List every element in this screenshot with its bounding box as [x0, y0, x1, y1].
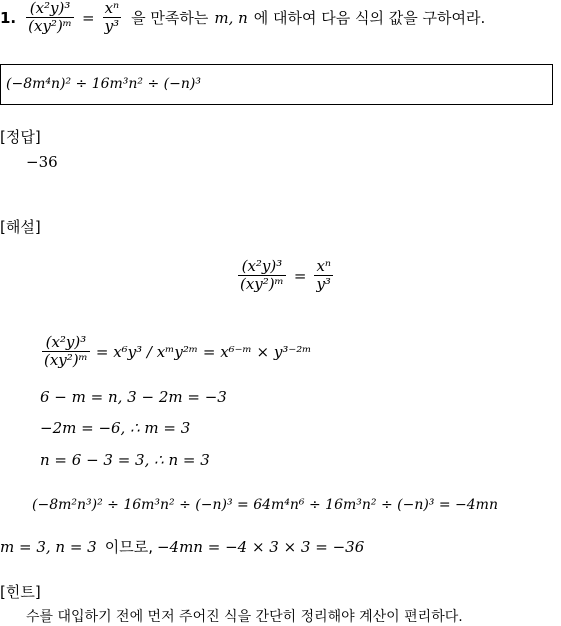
hint-text: 수를 대입하기 전에 먼저 주어진 식을 간단히 정리해야 계산이 편리하다. — [26, 609, 463, 625]
step1-numerator: (x²y)³ — [45, 333, 87, 351]
problem-fraction-denominator: (xy²)ᵐ — [28, 17, 72, 35]
problem-text-a: 을 만족하는 — [131, 9, 209, 27]
problem-vars: m, n — [214, 8, 248, 27]
solution-label: [해설] — [0, 218, 41, 236]
problem-number: 1. — [0, 8, 17, 27]
given-denominator: (xy²)ᵐ — [240, 275, 284, 293]
given-numerator: (x²y)³ — [241, 257, 283, 275]
step1-rest: = x⁶y³ / xᵐy²ᵐ = x⁶⁻ᵐ × y³⁻²ᵐ — [95, 342, 312, 361]
hint-label: [힌트] — [0, 583, 41, 601]
answer-label: [정답] — [0, 128, 41, 146]
solution-step1 — [40, 334, 312, 369]
problem-fraction-numerator: (x²y)³ — [29, 0, 71, 17]
solution-step5: (−8m²n³)² ÷ 16m³n² ÷ (−n)³ = 64m⁴n⁶ ÷ 16m³n² ÷ (−n)³ = −4mn — [32, 497, 498, 513]
problem-text-b: 에 대하여 다음 식의 값을 구하여라. — [253, 9, 486, 27]
solution-step2: 6 − m = n, 3 − 2m = −3 — [40, 388, 227, 406]
problem-fraction — [26, 0, 74, 35]
conclusion-calc: −4mn = −4 × 3 × 3 = −36 — [156, 537, 365, 556]
problem-rhs-numerator: xⁿ — [104, 0, 120, 17]
step1-denominator: (xy²)ᵐ — [44, 351, 88, 369]
solution-conclusion — [0, 536, 364, 557]
solution-step4: n = 6 − 3 = 3, ∴ n = 3 — [40, 451, 210, 469]
given-rhs-numerator: xⁿ — [316, 257, 331, 275]
conclusion-text: 이므로, — [104, 538, 153, 556]
solution-step3: −2m = −6, ∴ m = 3 — [40, 419, 191, 437]
problem-rhs-fraction — [103, 0, 122, 35]
problem-rhs-denominator: y³ — [104, 17, 120, 35]
solution-given-equation: $\frac{\text{(x²y)³}}{\text{(xy²)ᵐ}}$ = $\frac{\text{xⁿ}}{\text{y³}}$ — [240, 257, 331, 293]
conclusion-math: m = 3, n = 3 — [0, 537, 97, 556]
expression: (−8m⁴n)² ÷ 16m³n² ÷ (−n)³ — [6, 76, 201, 92]
answer-value: −36 — [26, 153, 58, 171]
problem-statement: 1. $\frac{\text{(x²y)³}}{\text{(xy²)ᵐ}}$ = $\frac{\text{xⁿ}}{\text{y³}}$ 을 만족하는 m, n 에 대하여 다음 식의 값을 구하여라. — [0, 0, 486, 35]
given-rhs-denominator: y³ — [316, 275, 331, 293]
